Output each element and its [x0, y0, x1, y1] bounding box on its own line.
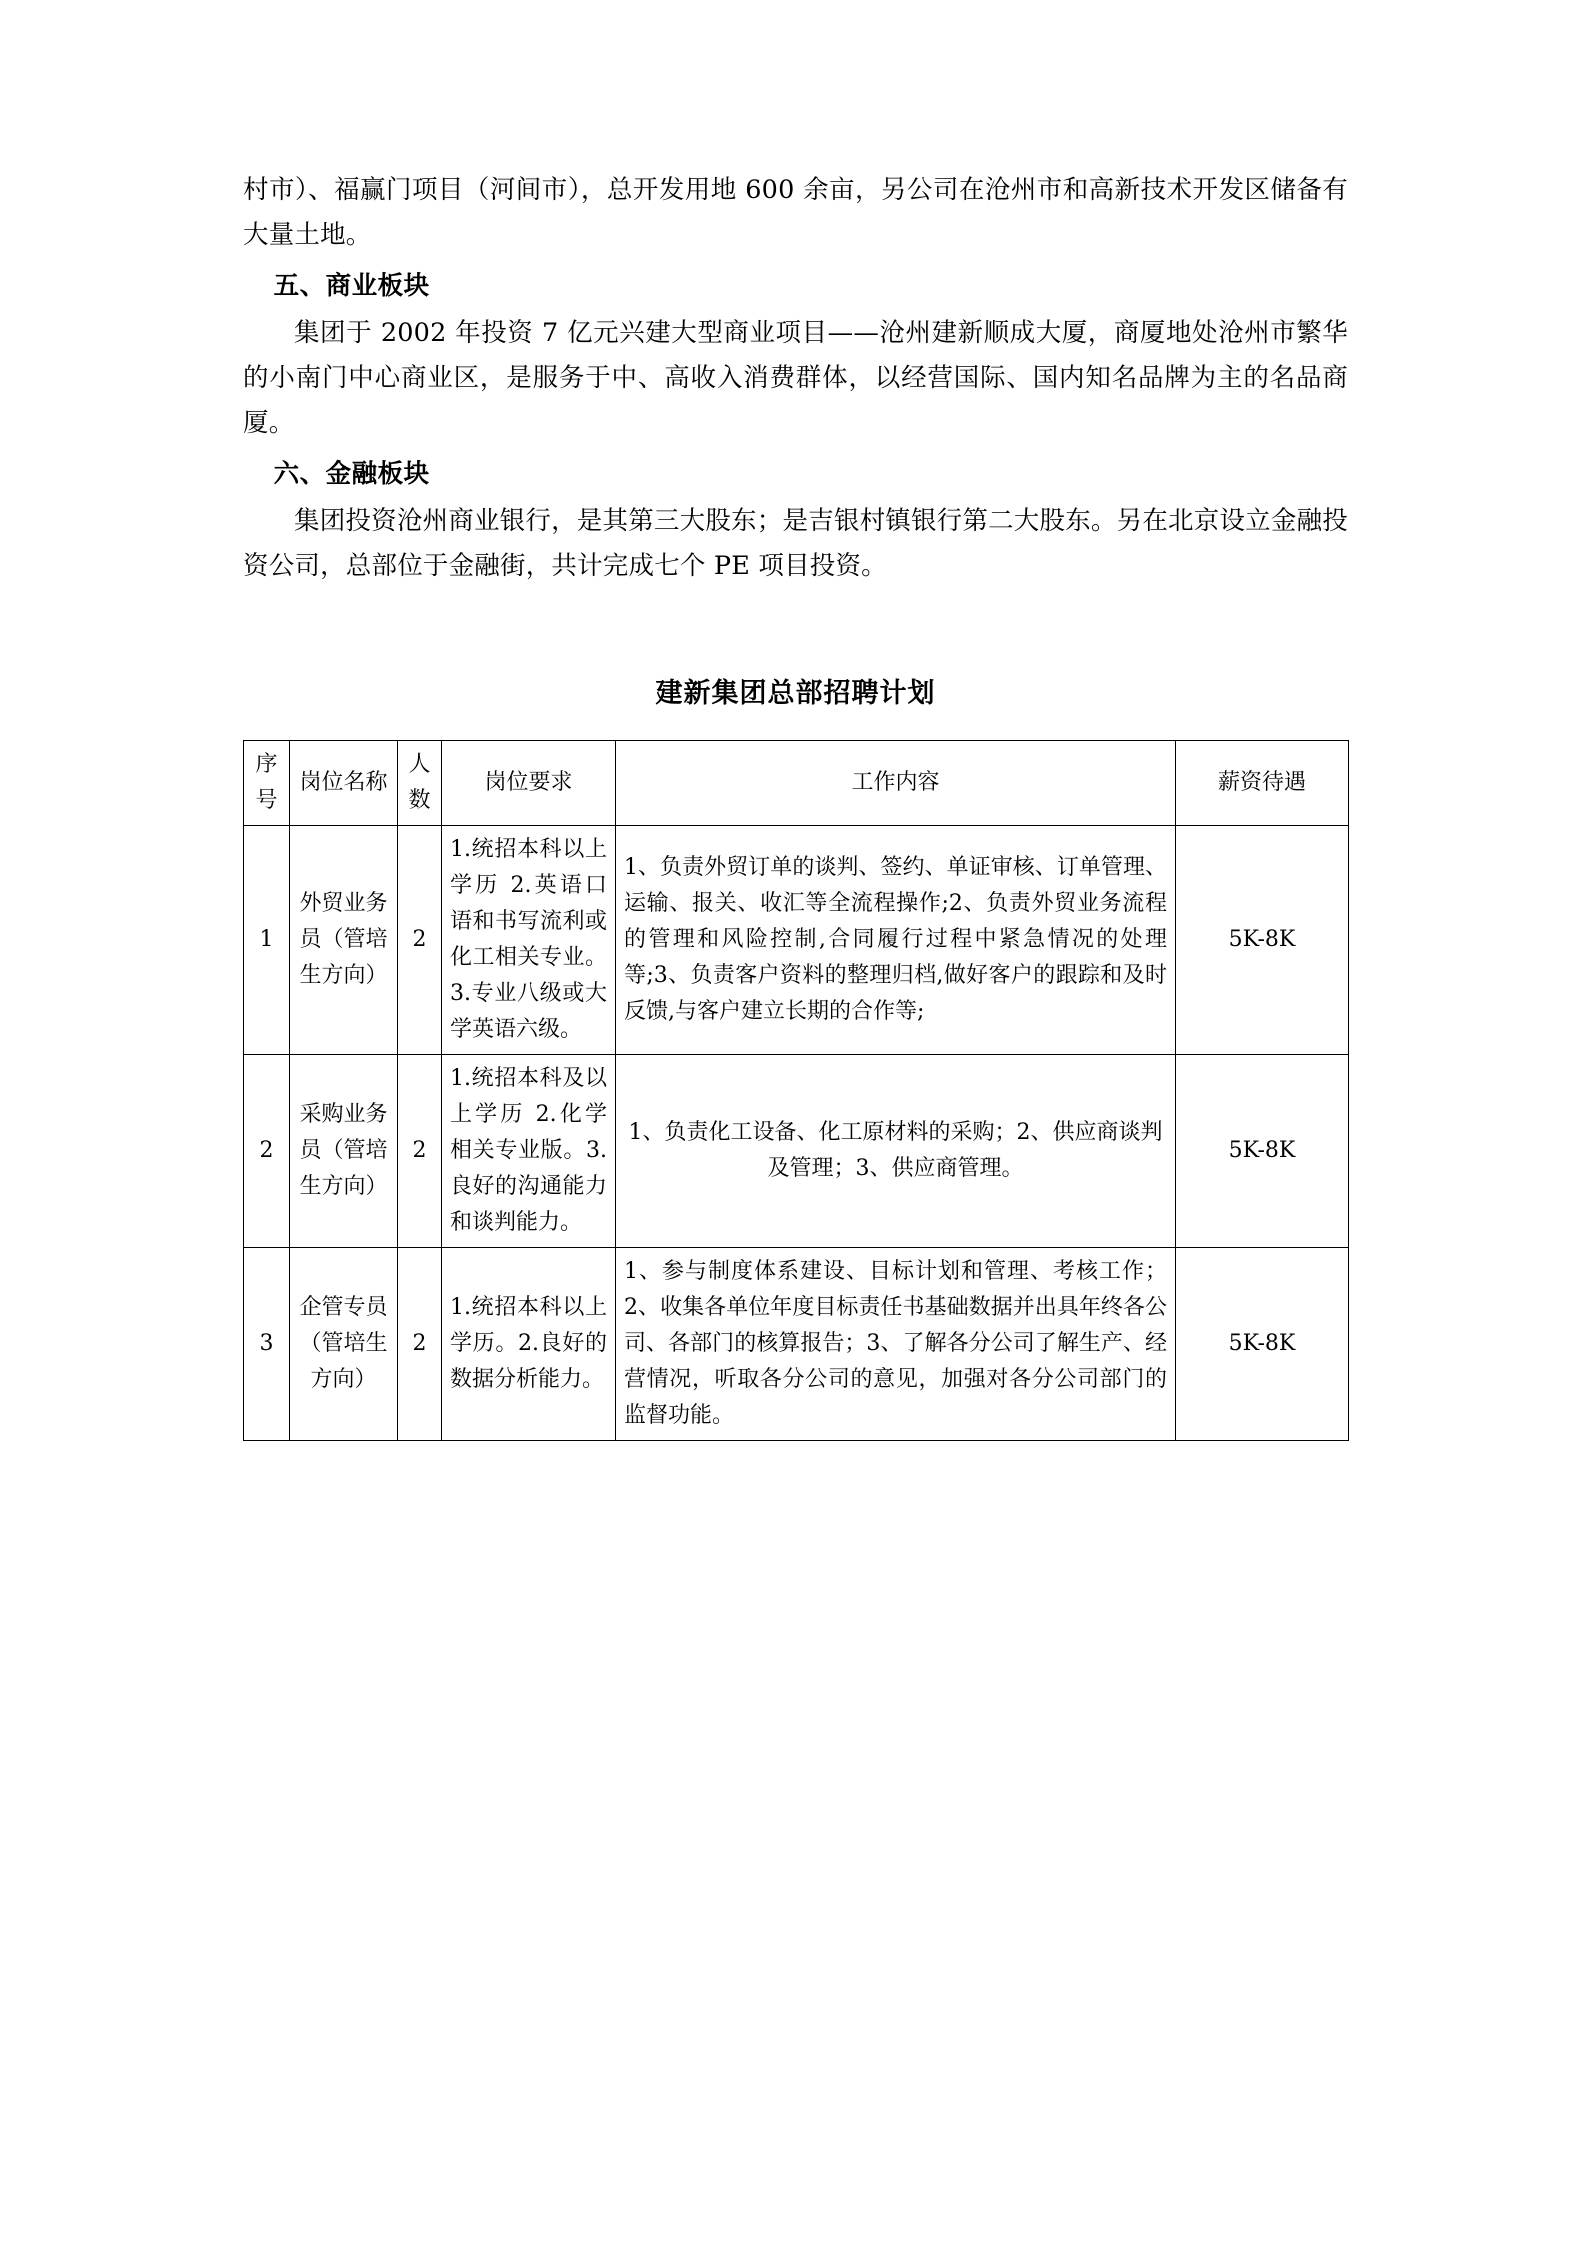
paragraph-continued: 村市）、福赢门项目（河间市），总开发用地 600 余亩，另公司在沧州市和高新技术开发区储备有大量土地。 [243, 175, 1348, 250]
cell-no: 1 [244, 826, 290, 1055]
cell-requirement: 1.统招本科及以上学历 2.化学相关专业版。3.良好的沟通能力和谈判能力。 [442, 1055, 616, 1248]
cell-count: 2 [398, 826, 442, 1055]
cell-post: 采购业务员（管培生方向） [290, 1055, 398, 1248]
cell-count: 2 [398, 1055, 442, 1248]
recruitment-plan-table [243, 740, 1349, 1441]
paragraph-commerce: 集团于 2002 年投资 7 亿元兴建大型商业项目——沧州建新顺成大厦，商厦地处沧州市繁华的小南门中心商业区，是服务于中、高收入消费群体，以经营国际、国内知名品牌为主的名品商厦。 [243, 318, 1348, 438]
table-row [244, 1055, 1349, 1248]
cell-no: 2 [244, 1055, 290, 1248]
table-title: 建新集团总部招聘计划 [655, 678, 936, 709]
column-header-post: 岗位名称 [290, 741, 398, 826]
cell-salary: 5K-8K [1176, 826, 1349, 1055]
document-content [243, 168, 1348, 1441]
cell-count: 2 [398, 1248, 442, 1441]
table-row [244, 826, 1349, 1055]
table-row [244, 1248, 1349, 1441]
column-header-work: 工作内容 [616, 741, 1176, 826]
column-header-requirement: 岗位要求 [442, 741, 616, 826]
table-header-row [244, 741, 1349, 826]
column-header-salary: 薪资待遇 [1176, 741, 1349, 826]
section-heading-commerce: 五、商业板块 [273, 271, 430, 301]
section-heading-finance: 六、金融板块 [273, 459, 430, 489]
column-header-no: 序号 [244, 741, 290, 826]
cell-requirement: 1.统招本科以上学历。2.良好的数据分析能力。 [442, 1248, 616, 1441]
column-header-count: 人数 [398, 741, 442, 826]
cell-salary: 5K-8K [1176, 1055, 1349, 1248]
cell-work: 1、负责外贸订单的谈判、签约、单证审核、订单管理、运输、报关、收汇等全流程操作;2、负责外贸业务流程的管理和风险控制,合同履行过程中紧急情况的处理等;3、负责客户资料的整理归档,做好客户的跟踪和及时反馈,与客户建立长期的合作等; [616, 826, 1176, 1055]
cell-work: 1、负责化工设备、化工原材料的采购；2、供应商谈判及管理；3、供应商管理。 [616, 1055, 1176, 1248]
cell-work: 1、参与制度体系建设、目标计划和管理、考核工作；2、收集各单位年度目标责任书基础数据并出具年终各公司、各部门的核算报告；3、了解各分公司了解生产、经营情况，听取各分公司的意见，加强对各分公司部门的监督功能。 [616, 1248, 1176, 1441]
cell-salary: 5K-8K [1176, 1248, 1349, 1441]
cell-post: 外贸业务员（管培生方向） [290, 826, 398, 1055]
paragraph-finance: 集团投资沧州商业银行，是其第三大股东；是吉银村镇银行第二大股东。另在北京设立金融投资公司，总部位于金融街，共计完成七个 PE 项目投资。 [243, 506, 1348, 581]
cell-post: 企管专员（管培生方向） [290, 1248, 398, 1441]
cell-no: 3 [244, 1248, 290, 1441]
cell-requirement: 1.统招本科以上学历 2.英语口语和书写流利或化工相关专业。3.专业八级或大学英语六级。 [442, 826, 616, 1055]
